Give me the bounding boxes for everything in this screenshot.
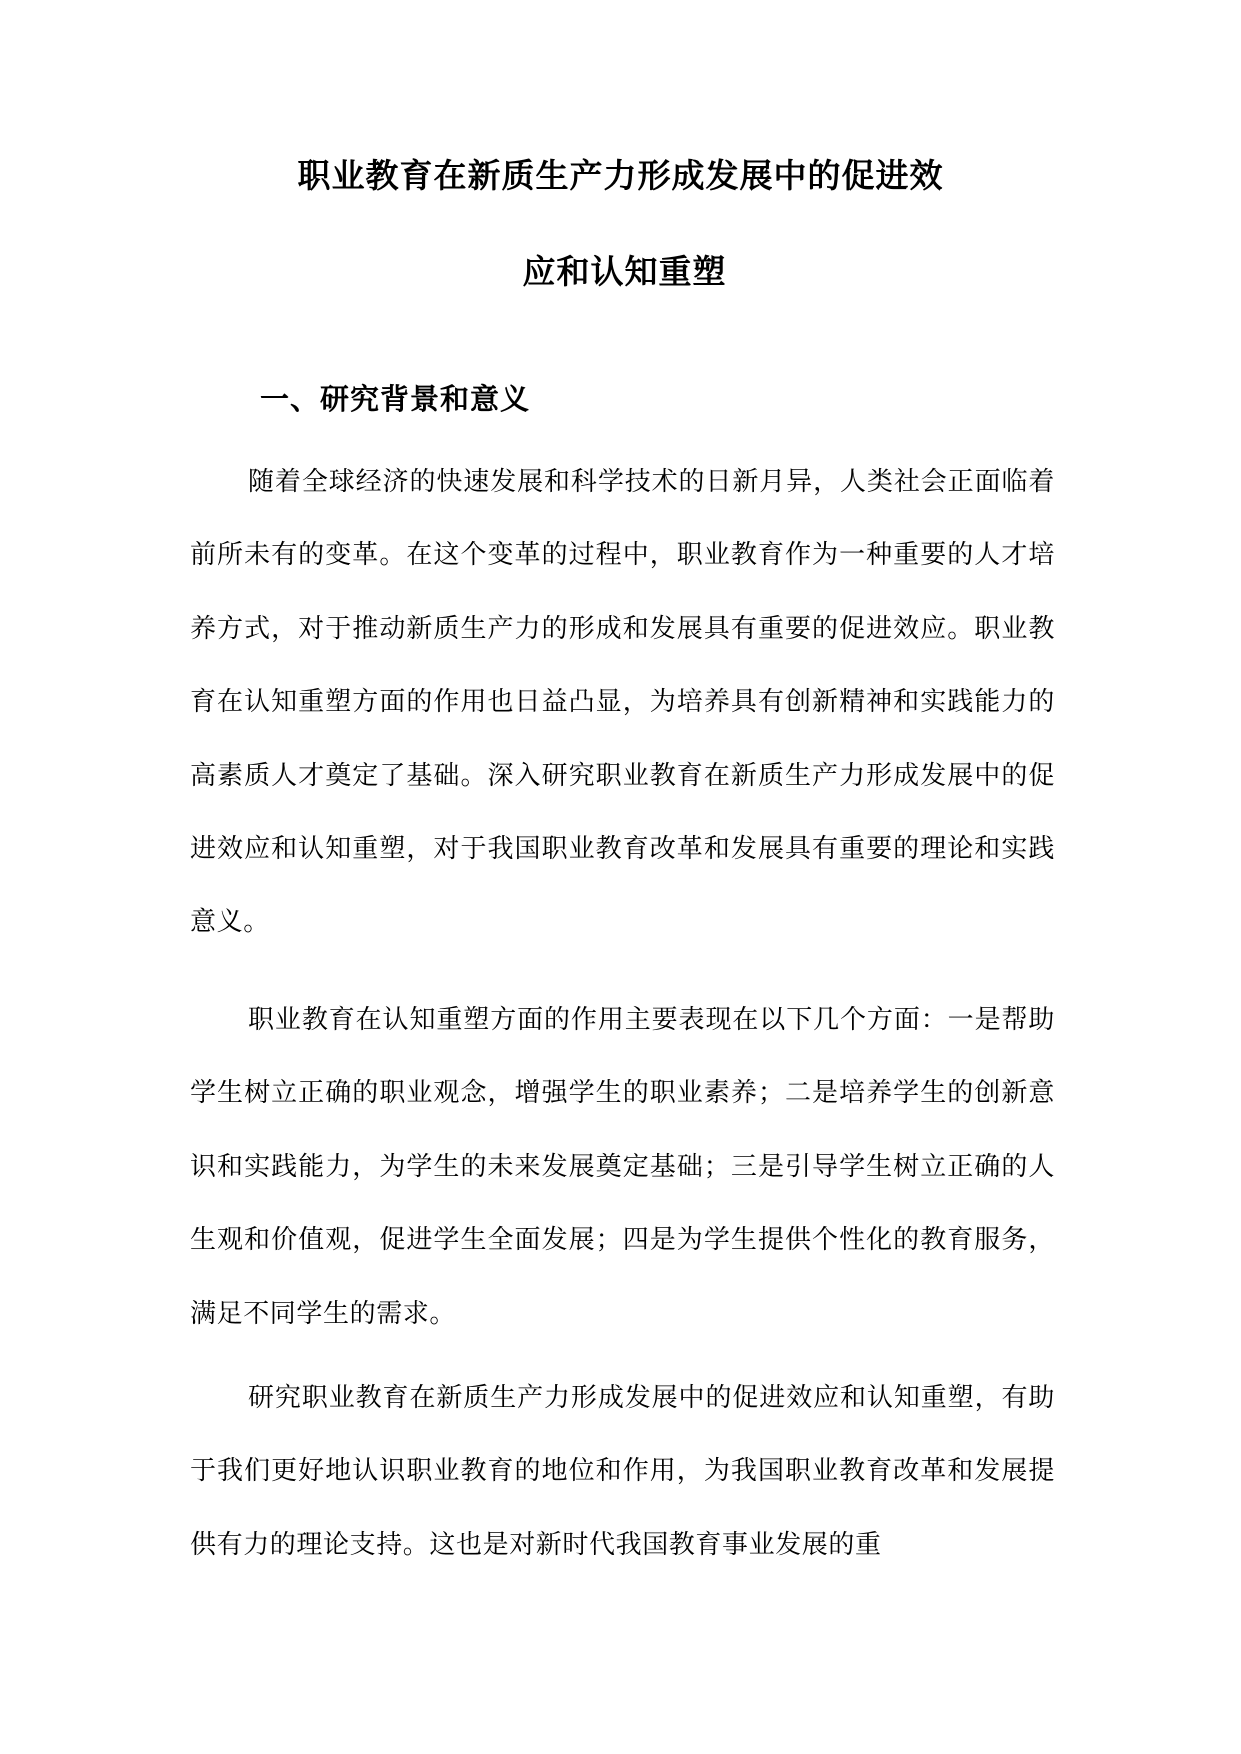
paragraph-1: 随着全球经济的快速发展和科学技术的日新月异，人类社会正面临着前所未有的变革。在这个变革的过程中，职业教育作为一种重要的人才培养方式，对于推动新质生产力的形成和发展具有重要的促进效应。职业教育在认知重塑方面的作用也日益凸显，为培养具有创新精神和实践能力的高素质人才奠定了基础。深入研究职业教育在新质生产力形成发展中的促进效应和认知重塑，对于我国职业教育改革和发展具有重要的理论和实践意义。 <box>190 467 1055 938</box>
paragraph-3: 研究职业教育在新质生产力形成发展中的促进效应和认知重塑，有助于我们更好地认识职业教育的地位和作用，为我国职业教育改革和发展提供有力的理论支持。这也是对新时代我国教育事业发展的重 <box>190 1383 1055 1560</box>
document-title-line-2: 应和认知重塑 <box>522 252 727 291</box>
document-title-line-1: 职业教育在新质生产力形成发展中的促进效 <box>297 156 944 195</box>
section-heading: 一、研究背景和意义 <box>260 382 531 416</box>
paragraph-2: 职业教育在认知重塑方面的作用主要表现在以下几个方面：一是帮助学生树立正确的职业观念，增强学生的职业素养；二是培养学生的创新意识和实践能力，为学生的未来发展奠定基础；三是引导学生树立正确的人生观和价值观，促进学生全面发展；四是为学生提供个性化的教育服务，满足不同学生的需求。 <box>190 1005 1055 1329</box>
